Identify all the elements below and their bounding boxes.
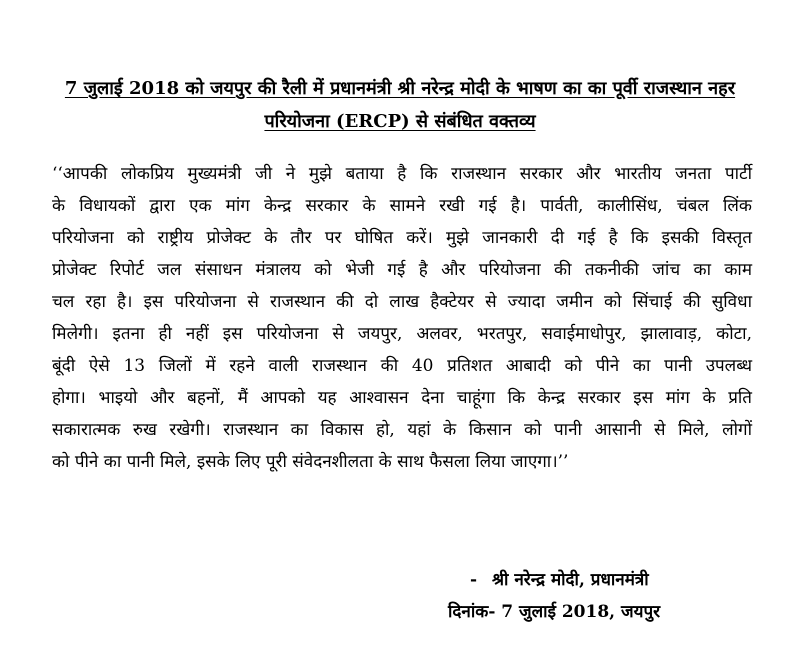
quote-line: प्रोजेक्ट रिपोर्ट जल संसाधन मंत्रालय को भेजी गई है और परियोजना की तकनीकी जांच का काम bbox=[52, 260, 752, 280]
title-line-1: 7 जुलाई 2018 को जयपुर की रैली में प्रधानमंत्री श्री नरेन्द्र मोदी के भाषण का का पूर्वी राजस्थान नहर bbox=[64, 78, 736, 99]
signature-block bbox=[448, 564, 661, 628]
quote-line: सकारात्मक रुख रखेगी। राजस्थान का विकास हो, यहां के किसान को पानी आसानी से मिले, लोगों bbox=[52, 420, 752, 440]
signature-date: दिनांक- 7 जुलाई 2018, जयपुर bbox=[448, 602, 661, 622]
document-title bbox=[20, 72, 780, 138]
signature-name-row bbox=[470, 564, 660, 596]
quote-line: को पीने का पानी मिले, इसके लिए पूरी संवेदनशीलता के साथ फैसला लिया जाएगा।’’ bbox=[52, 452, 569, 472]
quote-line: बूंदी ऐसे 13 जिलों में रहने वाली राजस्थान की 40 प्रतिशत आबादी को पीने का पानी उपलब्ध bbox=[52, 356, 752, 376]
speech-quote bbox=[52, 158, 752, 478]
signature-dash: - bbox=[470, 570, 478, 590]
quote-line: चल रहा है। इस परियोजना से राजस्थान की दो लाख हैक्टेयर से ज्यादा जमीन को सिंचाई की सुविधा bbox=[52, 292, 752, 312]
title-line-2: परियोजना (ERCP) से संबंधित वक्तव्य bbox=[264, 111, 536, 132]
quote-line: के विधायकों द्वारा एक मांग केन्द्र सरकार के सामने रखी गई है। पार्वती, कालीसिंध, चंबल लिंक bbox=[52, 196, 752, 216]
quote-line: मिलेगी। इतना ही नहीं इस परियोजना से जयपुर, अलवर, भरतपुर, सवाईमाधोपुर, झालावाड़, कोटा, bbox=[52, 324, 752, 344]
quote-line: ‘‘आपकी लोकप्रिय मुख्यमंत्री जी ने मुझे बताया है कि राजस्थान सरकार और भारतीय जनता पार्टी bbox=[52, 164, 752, 184]
signature-name: श्री नरेन्द्र मोदी, प्रधानमंत्री bbox=[492, 570, 649, 590]
quote-line: परियोजना को राष्ट्रीय प्रोजेक्ट के तौर पर घोषित करें। मुझे जानकारी दी गई है कि इसकी विस्तृत bbox=[52, 228, 752, 248]
quote-line: होगा। भाइयो और बहनों, मैं आपको यह आश्वासन देना चाहूंगा कि केन्द्र सरकार इस मांग के प्रति bbox=[52, 388, 752, 408]
